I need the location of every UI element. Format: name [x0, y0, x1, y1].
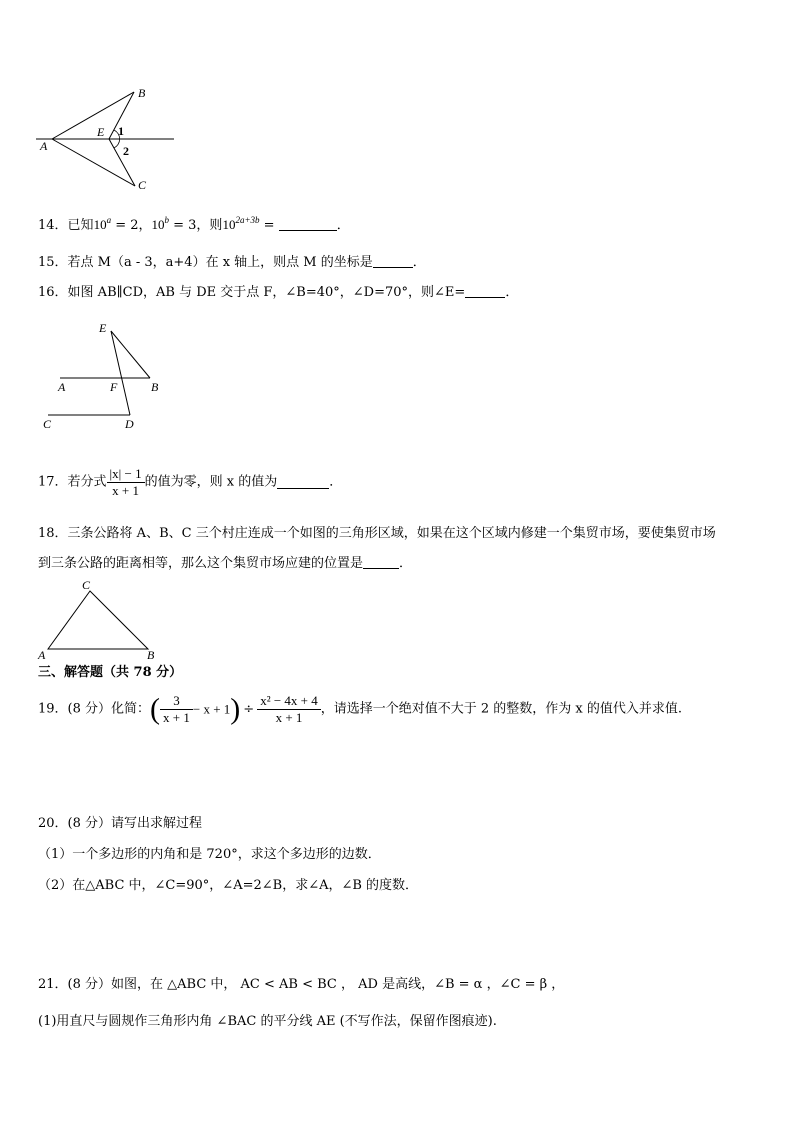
- label-e: E: [99, 321, 107, 335]
- q20-part1-text: （1）一个多边形的内角和是 720°，求这个多边形的边数．: [38, 847, 381, 862]
- q14-text: 已知: [67, 218, 94, 233]
- q16-end: ．: [505, 285, 519, 300]
- q17-fraction: [107, 466, 145, 499]
- question-20-part2: [38, 877, 418, 895]
- q19-f1-numerator: 3: [160, 693, 193, 710]
- label-b: B: [138, 86, 146, 100]
- q14-number: 14．: [38, 218, 68, 233]
- section-3-heading: [38, 664, 182, 682]
- question-20-part1: [38, 846, 381, 864]
- label-a: A: [40, 139, 48, 153]
- question-19: [38, 693, 682, 726]
- label-1: 1: [118, 124, 124, 138]
- q18-end: ．: [399, 556, 413, 571]
- question-16: [38, 284, 518, 302]
- q19-f1-denominator: x + 1: [163, 710, 190, 725]
- question-21-part1: [38, 1013, 497, 1031]
- q16-text: 16．如图 AB∥CD，AB 与 DE 交于点 F，∠B=40°，∠D=70°，则∠E=: [38, 285, 466, 300]
- q17-denominator: x + 1: [112, 483, 139, 498]
- q19-text-pre: 19．(8 分）化简：: [38, 701, 151, 717]
- question-20-title: [38, 815, 202, 833]
- question-17: [38, 466, 342, 499]
- q15-end: ．: [412, 255, 426, 270]
- figure-angle-abc: [34, 80, 184, 195]
- question-14: [38, 211, 350, 235]
- q14-base3: 10: [222, 217, 236, 232]
- q21-part1-text: (1)用直尺与圆规作三角形内角 ∠BAC 的平分线 AE (不写作法，保留作图痕迹).: [38, 1014, 497, 1029]
- q17-text-pre: 17．若分式: [38, 474, 107, 490]
- q20-title: 20．(8 分）请写出求解过程: [38, 816, 203, 831]
- question-18-line1: [38, 525, 716, 543]
- q20-part2-text: （2）在△ABC 中，∠C=90°，∠A=2∠B，求∠A，∠B 的度数．: [38, 878, 419, 893]
- q19-f2-numerator: x² − 4x + 4: [257, 693, 321, 710]
- section-3-title: 三、解答题（共 78 分）: [38, 665, 183, 680]
- q14-answer-blank[interactable]: [279, 218, 337, 231]
- label-a: A: [38, 648, 46, 662]
- q18-text-line1: 18．三条公路将 A、B、C 三个村庄连成一个如图的三角形区域，如果在这个区域内修建一个集贸市场，要使集贸市场: [38, 526, 716, 541]
- right-paren: ): [230, 692, 241, 726]
- q19-fraction-2: [257, 693, 321, 726]
- q18-answer-blank[interactable]: [363, 556, 399, 569]
- q19-text-post: ，请选择一个绝对值不大于 2 的整数，作为 x 的值代入并求值.: [320, 701, 683, 717]
- figure-parallel-lines: [38, 318, 168, 433]
- q17-end: ．: [329, 474, 343, 490]
- label-c: C: [43, 417, 52, 431]
- label-c: C: [82, 578, 91, 592]
- q14-end: ．: [336, 218, 350, 233]
- left-paren: (: [150, 692, 161, 726]
- triangle: [48, 591, 148, 649]
- segment-ed: [111, 331, 130, 415]
- label-e: E: [97, 125, 105, 139]
- q19-f2-denominator: x + 1: [275, 710, 303, 725]
- question-15: [38, 254, 426, 272]
- question-18-line2: [38, 555, 412, 573]
- q17-numerator: |x| − 1: [107, 466, 145, 483]
- label-b: B: [147, 648, 155, 662]
- q14-base2: 10: [151, 217, 165, 232]
- q14-eq2: = 3，则: [169, 218, 223, 233]
- q18-text-line2: 到三条公路的距离相等，那么这个集贸市场应建的位置是: [38, 556, 364, 571]
- segment-eb: [111, 331, 150, 378]
- label-b: B: [151, 380, 159, 394]
- q19-fraction-1: [160, 693, 193, 726]
- label-c: C: [138, 178, 147, 192]
- q21-title: 21．(8 分）如图，在 △ABC 中， AC < AB < BC ， AD 是高线，∠B = α ，∠C = β ，: [38, 977, 565, 992]
- figure-triangle-abc: [34, 575, 164, 665]
- q19-middle-term: − x + 1: [192, 701, 231, 717]
- q14-base1: 10: [93, 217, 107, 232]
- question-21-title: [38, 976, 564, 994]
- label-d: D: [125, 417, 134, 431]
- q14-exp1: a: [106, 215, 112, 225]
- q15-answer-blank[interactable]: [373, 255, 413, 268]
- q14-exp3: 2a+3b: [235, 215, 260, 225]
- label-2: 2: [123, 144, 129, 158]
- q17-answer-blank[interactable]: [277, 476, 329, 489]
- q14-exp2: b: [164, 215, 169, 225]
- label-a: A: [58, 380, 66, 394]
- q15-text: 15．若点 M（a - 3，a+4）在 x 轴上，则点 M 的坐标是: [38, 255, 373, 270]
- label-f: F: [110, 380, 118, 394]
- q19-divide-sign: ÷: [243, 701, 255, 717]
- q17-text-post: 的值为零，则 x 的值为: [144, 474, 278, 490]
- q16-answer-blank[interactable]: [465, 285, 505, 298]
- q14-eq3: =: [259, 218, 279, 233]
- q14-eq1: = 2，: [111, 218, 152, 233]
